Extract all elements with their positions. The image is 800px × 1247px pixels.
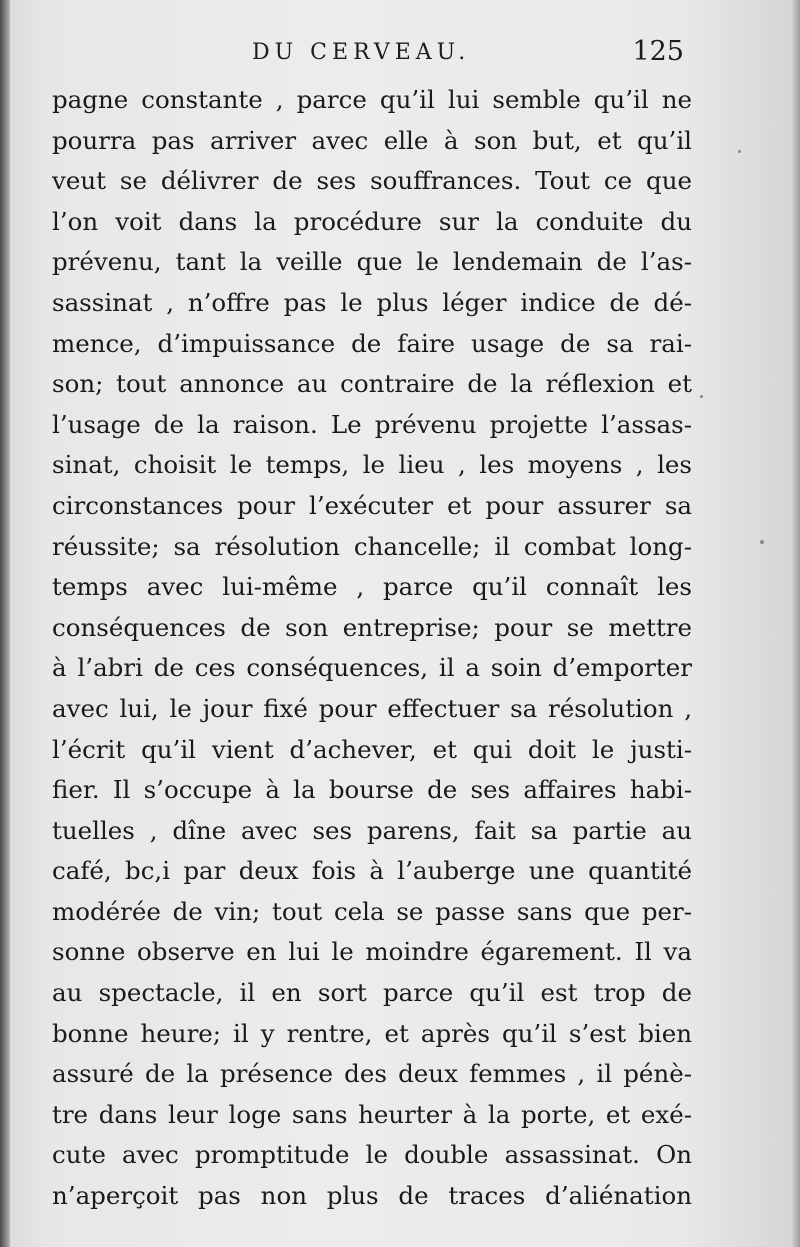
text-line: conséquences de son entreprise; pour se mettre bbox=[52, 612, 692, 642]
text-line: prévenu, tant la veille que le lendemain de l’as- bbox=[52, 247, 692, 277]
text-line: l’écrit qu’il vient d’achever, et qui doit le justi- bbox=[52, 734, 692, 764]
running-head-title: DU CERVEAU. bbox=[252, 40, 471, 65]
text-line: à l’abri de ces conséquences, il a soin d’emporter bbox=[52, 653, 692, 683]
text-line: temps avec lui-même , parce qu’il connaît les bbox=[52, 572, 692, 602]
text-line: son; tout annonce au contraire de la réflexion et bbox=[52, 369, 692, 399]
running-head bbox=[52, 36, 688, 76]
text-line: n’aperçoit pas non plus de traces d’aliénation bbox=[52, 1181, 692, 1211]
page-number: 125 bbox=[632, 36, 684, 67]
text-line: circonstances pour l’exécuter et pour assurer sa bbox=[52, 490, 692, 520]
text-line: sassinat , n’offre pas le plus léger indice de dé- bbox=[52, 287, 692, 317]
text-line: sinat, choisit le temps, le lieu , les moyens , les bbox=[52, 450, 692, 480]
text-line: sonne observe en lui le moindre égarement. Il va bbox=[52, 937, 692, 967]
text-line: réussite; sa résolution chancelle; il combat long- bbox=[52, 531, 692, 561]
text-line: fier. Il s’occupe à la bourse de ses affaires habi- bbox=[52, 775, 692, 805]
text-line: pourra pas arriver avec elle à son but, et qu’il bbox=[52, 125, 692, 155]
text-line: cute avec promptitude le double assassinat. On bbox=[52, 1140, 692, 1170]
text-line: pagne constante , parce qu’il lui semble qu’il ne bbox=[52, 85, 692, 114]
body-text bbox=[52, 80, 692, 1217]
paper-speck bbox=[760, 540, 764, 544]
text-line: café, bc,i par deux fois à l’auberge une quantité bbox=[52, 856, 692, 886]
text-line: l’on voit dans la procédure sur la conduite du bbox=[52, 206, 692, 236]
text-line: assuré de la présence des deux femmes , il pénè- bbox=[52, 1059, 692, 1089]
text-line: veut se délivrer de ses souffrances. Tout ce que bbox=[52, 166, 692, 196]
text-line: mence, d’impuissance de faire usage de sa rai- bbox=[52, 328, 692, 358]
text-line: avec lui, le jour fixé pour effectuer sa résolution , bbox=[52, 693, 692, 723]
paper-speck bbox=[738, 150, 741, 153]
text-line: tuelles , dîne avec ses parens, fait sa partie au bbox=[52, 815, 692, 845]
page-edge bbox=[792, 0, 800, 1247]
page-gutter-shadow bbox=[0, 0, 10, 1247]
text-line: bonne heure; il y rentre, et après qu’il s’est bien bbox=[52, 1018, 692, 1048]
text-line: tre dans leur loge sans heurter à la porte, et exé- bbox=[52, 1099, 692, 1129]
text-line: modérée de vin; tout cela se passe sans que per- bbox=[52, 896, 692, 926]
paper-speck bbox=[700, 395, 703, 398]
text-line: au spectacle, il en sort parce qu’il est trop de bbox=[52, 978, 692, 1008]
text-line: l’usage de la raison. Le prévenu projette l’assas- bbox=[52, 409, 692, 439]
